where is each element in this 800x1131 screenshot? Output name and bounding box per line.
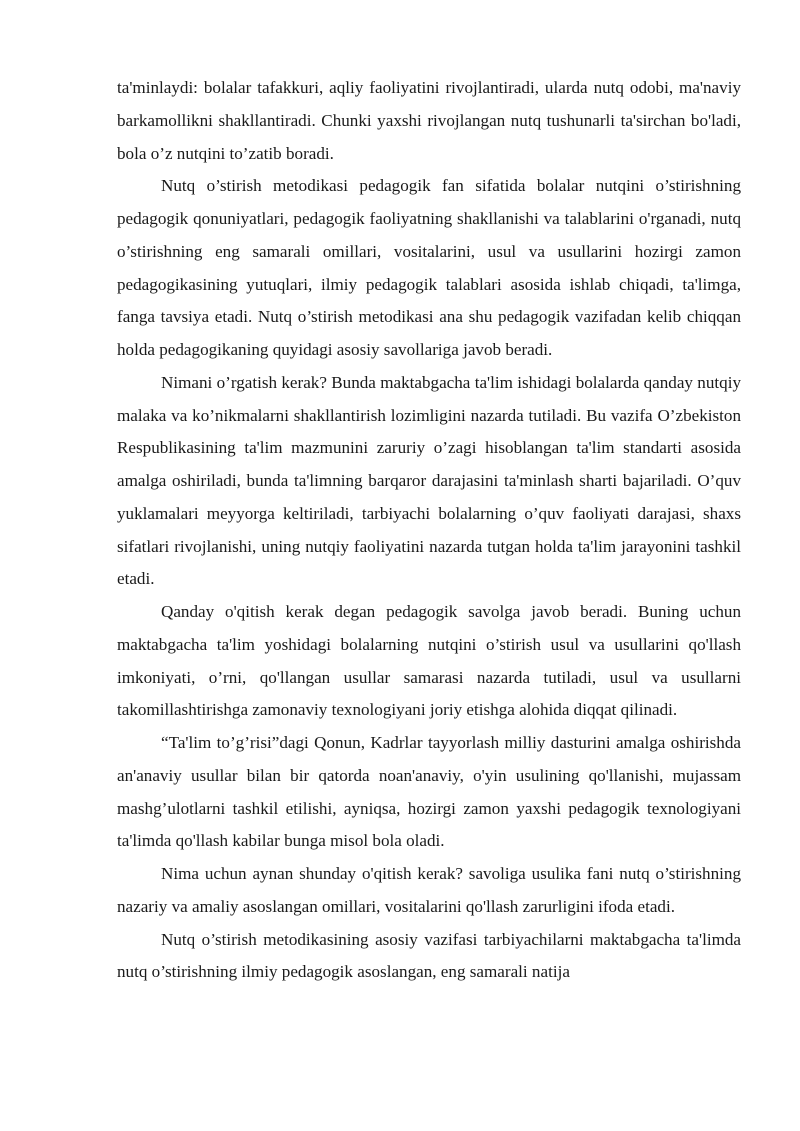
paragraph-why-teach: Nima uchun aynan shunday o'qitish kerak? savoliga usulika fani nutq o’stirishning nazariy va amaliy asoslangan omillari, vositalarini qo'llash zarurligini ifoda etadi.: [117, 864, 741, 916]
paragraph-continuation: ta'minlaydi: bolalar tafakkuri, aqliy faoliyatini rivojlantiradi, ularda nutq odobi, ma'naviy barkamollikni shakllantiradi. Chunki yaxshi rivojlangan nutq tushunarli ta'sirchan bo'ladi, bola o’z nutqini to’zatib boradi.: [117, 78, 741, 163]
paragraph-how-to-teach: Qanday o'qitish kerak degan pedagogik savolga javob beradi. Buning uchun maktabgacha ta'lim yoshidagi bolalarning nutqini o’stirish usul va usullarini qo'llash imkoniyati, o’rni, qo'llangan usullar samarasi nazarda tutiladi, usul va usullarni takomillashtirishga zamonaviy texnologiyani joriy etishga alohida diqqat qilinadi.: [117, 602, 741, 720]
document-page: [117, 72, 741, 989]
paragraph-education-law: “Ta'lim to’g’risi”dagi Qonun, Kadrlar tayyorlash milliy dasturini amalga oshirishda an'anaviy usullar bilan bir qatorda noan'anaviy, o'yin usulining qo'llanishi, mujassam mashg’ulotlarni tashkil etilishi, ayniqsa, hozirgi zamon yaxshi pedagogik texnologiyani ta'limda qo'llash kabilar bunga misol bola oladi.: [117, 733, 741, 851]
paragraph-methodology-definition: Nutq o’stirish metodikasi pedagogik fan sifatida bolalar nutqini o’stirishning pedagogik qonuniyatlari, pedagogik faoliyatning shakllanishi va talablarini o'rganadi, nutq o’stirishning eng samarali omillari, vositalarini, usul va usullarini hozirgi zamon pedagogikasining yutuqlari, ilmiy pedagogik talablari asosida ishlab chiqadi, ta'limga, fanga tavsiya etadi. Nutq o’stirish metodikasi ana shu pedagogik vazifadan kelib chiqqan holda pedagogikaning quyidagi asosiy savollariga javob beradi.: [117, 176, 741, 359]
paragraph-what-to-teach: Nimani o’rgatish kerak? Bunda maktabgacha ta'lim ishidagi bolalarda qanday nutqiy malaka va ko’nikmalarni shakllantirish lozimligini nazarda tutiladi. Bu vazifa O’zbekiston Respublikasining ta'lim mazmunini zaruriy o’zagi hisoblangan ta'lim standarti asosida amalga oshiriladi, bunda ta'limning barqaror darajasini ta'minlash sharti bajariladi. O’quv yuklamalari meyyorga keltiriladi, tarbiyachi bolalarning o’quv faoliyati darajasi, shaxs sifatlari rivojlanishi, uning nutqiy faoliyatini nazarda tutgan holda ta'lim jarayonini tashkil etadi.: [117, 372, 741, 589]
paragraph-main-task: Nutq o’stirish metodikasining asosiy vazifasi tarbiyachilarni maktabgacha ta'limda nutq o’stirishning ilmiy pedagogik asoslangan, eng samarali natija: [117, 929, 741, 982]
